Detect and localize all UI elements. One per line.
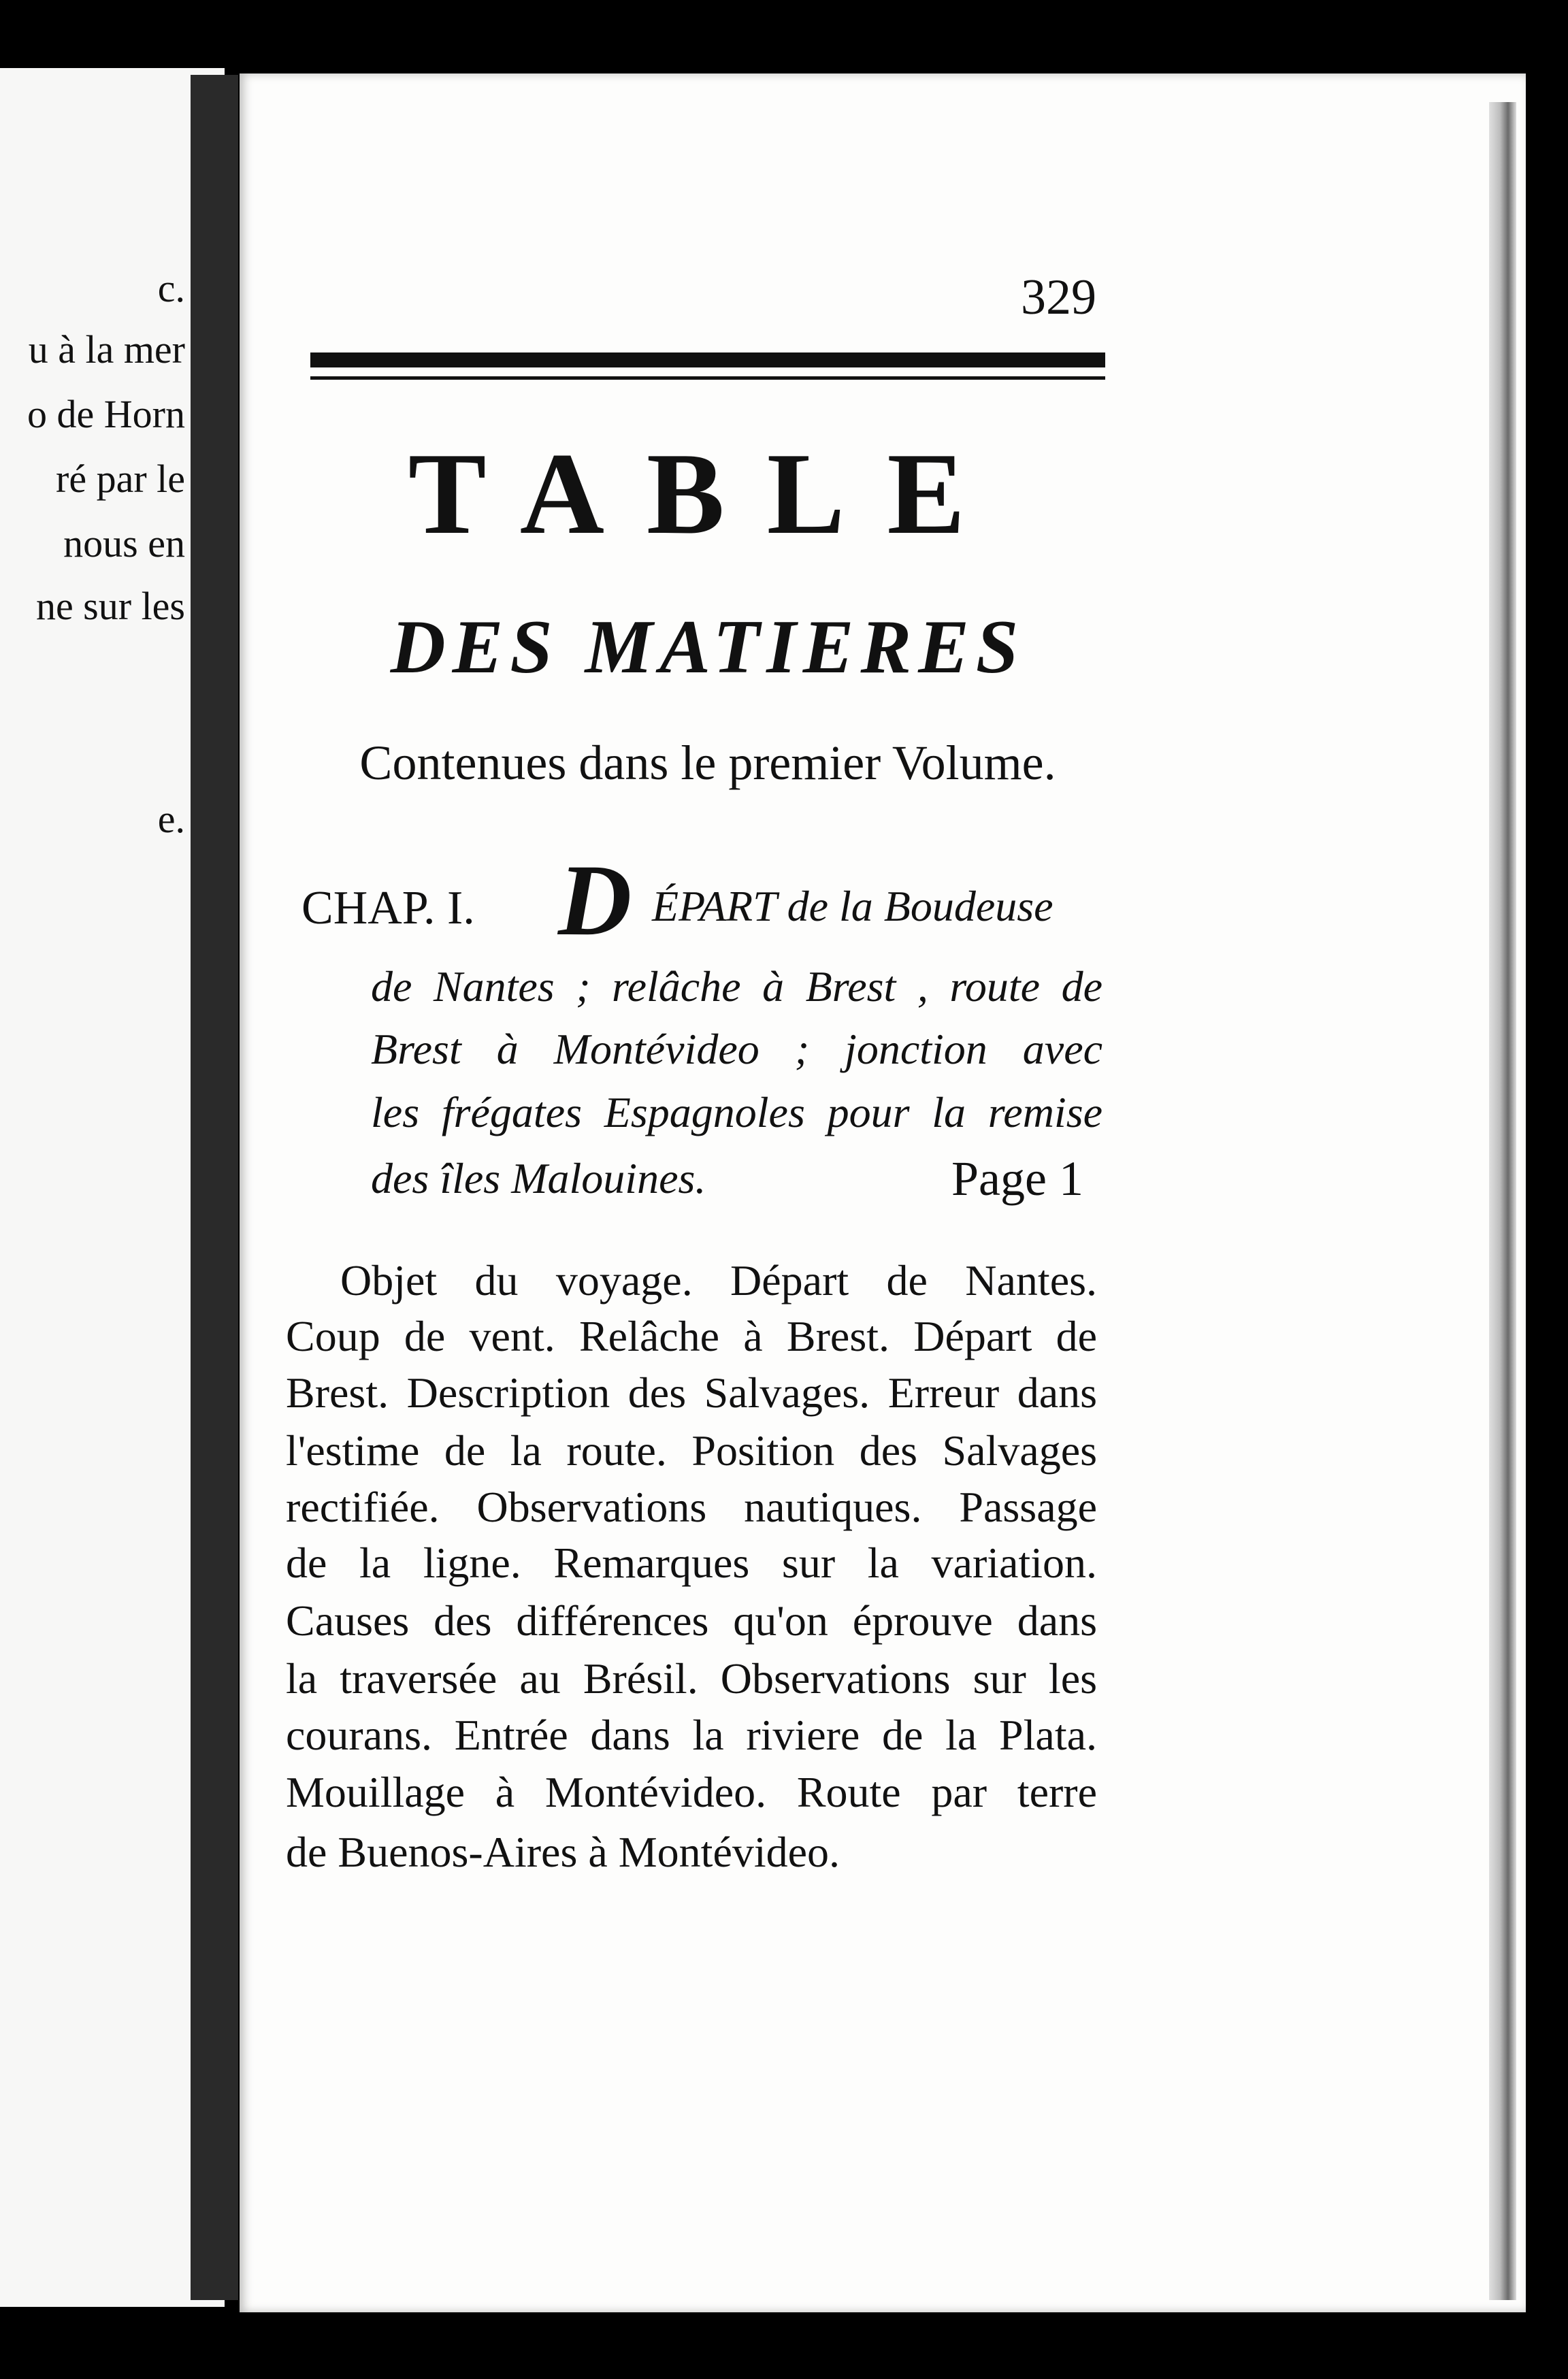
left-page-line: ne sur les xyxy=(35,584,185,628)
chapter-label: CHAP. I. xyxy=(301,882,475,934)
summary-line: Mouillage à Montévideo. Route par terre xyxy=(286,1768,1097,1816)
summary-line: rectifiée. Observations nautiques. Passage xyxy=(286,1483,1097,1531)
left-page-line: u à la mer xyxy=(28,327,185,372)
summary-line: la traversée au Brésil. Observations sur les xyxy=(286,1654,1097,1703)
summary-line: Brest. Description des Salvages. Erreur dans xyxy=(286,1368,1097,1417)
summary-line: Objet du voyage. Départ de Nantes. xyxy=(340,1256,1097,1305)
chapter-heading-line: les frégates Espagnoles pour la remise xyxy=(371,1088,1102,1136)
chapter-page-reference: Page 1 xyxy=(951,1151,1083,1206)
page-number: 329 xyxy=(1021,269,1096,325)
chapter-dropcap: D xyxy=(558,844,632,957)
summary-line: Causes des différences qu'on éprouve dans xyxy=(286,1596,1097,1645)
summary-line: l'estime de la route. Position des Salvages xyxy=(286,1426,1097,1475)
left-page-line: c. xyxy=(157,266,185,310)
left-page-line: nous en xyxy=(63,521,185,565)
summary-line: de Buenos-Aires à Montévideo. xyxy=(286,1828,840,1876)
summary-line: de la ligne. Remarques sur la variation. xyxy=(286,1539,1097,1587)
header-rule-thin xyxy=(310,376,1105,380)
page-subtitle: DES MATIERES xyxy=(390,605,1026,689)
summary-line: courans. Entrée dans la riviere de la Plata. xyxy=(286,1711,1097,1759)
left-page-line: ré par le xyxy=(56,457,185,501)
page-title: TABLE xyxy=(408,429,1008,559)
chapter-heading-line: des îles Malouines. xyxy=(371,1154,706,1202)
page-edge xyxy=(1489,102,1516,2300)
left-page-line: e. xyxy=(157,797,185,841)
chapter-heading-line: ÉPART de la Boudeuse xyxy=(652,882,1054,930)
book-gutter xyxy=(191,75,238,2300)
chapter-heading-line: Brest à Montévideo ; jonction avec xyxy=(371,1025,1102,1073)
summary-line: Coup de vent. Relâche à Brest. Départ de xyxy=(286,1312,1097,1360)
contents-description: Contenues dans le premier Volume. xyxy=(359,736,1056,790)
chapter-heading-line: de Nantes ; relâche à Brest , route de xyxy=(371,962,1102,1011)
left-page-line: o de Horn xyxy=(27,392,185,436)
header-rule-thick xyxy=(310,352,1105,367)
